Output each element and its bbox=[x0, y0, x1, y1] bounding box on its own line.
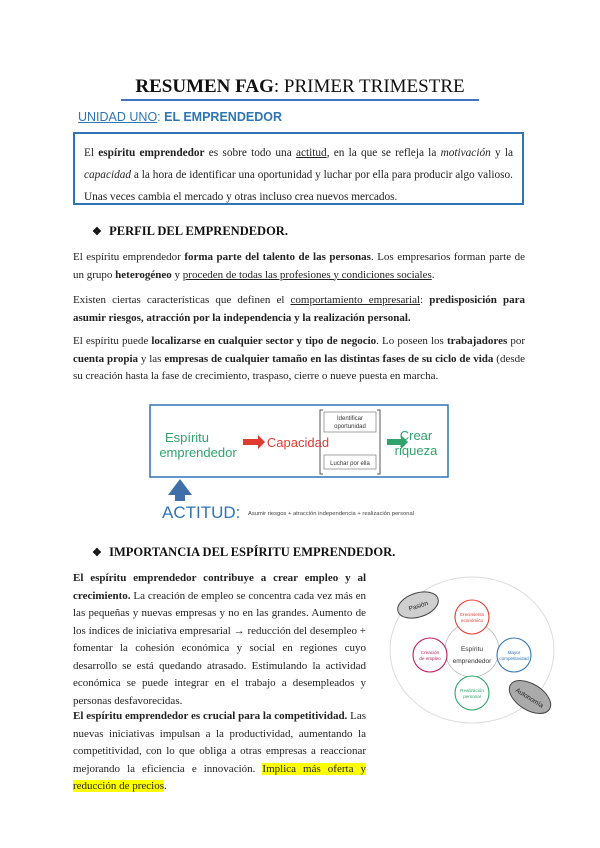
realizacion-node bbox=[455, 676, 489, 710]
crecimiento-node bbox=[455, 600, 489, 634]
text: . Lo poseen los bbox=[376, 335, 447, 347]
autonomia-label: Autonomía bbox=[514, 686, 545, 710]
crecimiento-label: Crecimiento bbox=[459, 612, 485, 617]
section1-heading-text: PERFIL DEL EMPRENDEDOR. bbox=[109, 224, 288, 238]
def-underline: actitud bbox=[295, 147, 327, 159]
economico-label: económico bbox=[460, 618, 484, 623]
pasion-label: Pasión bbox=[407, 600, 429, 613]
section2-paragraph-2 bbox=[73, 708, 366, 796]
definition-box bbox=[73, 132, 524, 205]
def-text: , en la que se refleja la bbox=[326, 147, 441, 159]
espiritu-label: Espíritu bbox=[164, 430, 210, 445]
mayor-label: Mayor bbox=[507, 650, 521, 655]
section1-paragraph-1 bbox=[73, 249, 525, 284]
personal-label: personal bbox=[463, 694, 481, 699]
bold-text: trabajadores bbox=[446, 335, 508, 347]
creacion-label: Creación bbox=[420, 650, 440, 655]
center-label-2: emprendedor bbox=[452, 658, 492, 665]
unit-label: UNIDAD UNO bbox=[78, 110, 158, 124]
diamond-bullet-icon: ❖ bbox=[92, 547, 102, 559]
def-bold: espíritu emprendedor bbox=[98, 147, 205, 159]
realizacion-label: Realización bbox=[460, 688, 484, 693]
competitividad-label: competitividad bbox=[499, 656, 529, 661]
center-label-1: Espíritu bbox=[460, 646, 484, 653]
riqueza-label: riqueza bbox=[394, 443, 438, 458]
text: Existen ciertas características que definen el bbox=[73, 294, 291, 306]
text: por bbox=[507, 335, 526, 347]
section1-paragraph-3 bbox=[73, 333, 525, 386]
empleo-node bbox=[413, 638, 447, 672]
def-text: a la hora de identificar una oportunidad y luchar por ella para producir algo valioso. Unas veces cambia el mercado y otras incluso crea nuevos mercados. bbox=[84, 169, 513, 203]
actitud-description: Asumir riesgos + atracción independencia + realización personal bbox=[248, 511, 414, 517]
underlined-text: proceden de todas las profesiones y condiciones sociales bbox=[182, 268, 432, 281]
text: : bbox=[420, 294, 430, 306]
bold-text: El espíritu emprendedor es crucial para la competitividad. bbox=[73, 710, 348, 722]
unit-sep: : bbox=[157, 110, 165, 124]
title-rest: : PRIMER TRIMESTRE bbox=[273, 76, 465, 97]
bold-text: forma parte del talento de las personas bbox=[184, 251, 371, 263]
unit-name: EL EMPRENDEDOR bbox=[164, 110, 282, 124]
page-title bbox=[0, 76, 600, 98]
diamond-bullet-icon: ❖ bbox=[92, 226, 102, 238]
title-underline bbox=[121, 99, 479, 101]
text: . bbox=[431, 268, 435, 281]
def-text: es sobre todo una bbox=[204, 147, 296, 159]
text: La creación de empleo se concentra cada vez más en las pequeñas y nuevas empresas y no en las grandes. Aumento de los índices de iniciativa empresarial → reducción del desempleo + fomentar la cohesión económica y social en regiones cuyo desarrollo se está quedando atrasado. Estimulando la actividad económica se puede integrar en el trabajo a desempleados y personas desfavorecidas. bbox=[73, 589, 366, 707]
text: y las bbox=[138, 352, 165, 365]
text: . bbox=[164, 780, 167, 792]
de-empleo-label: de empleo bbox=[419, 656, 441, 661]
text: (desde su creación hasta la fase de crecimiento, traspaso, cierre o nueve puesta en marcha. bbox=[73, 352, 525, 382]
emprendedor-diagram bbox=[140, 402, 450, 522]
section1-heading bbox=[92, 224, 288, 239]
identificar-label: Identificar bbox=[336, 416, 364, 422]
text: . Los empresarios forman parte de un grupo bbox=[73, 251, 526, 281]
actitud-label: ACTITUD: bbox=[162, 503, 241, 522]
section2-heading bbox=[92, 545, 395, 560]
def-italic: motivación bbox=[440, 147, 491, 159]
def-text: El bbox=[84, 147, 99, 159]
crear-label: Crear bbox=[399, 428, 433, 443]
bold-text: empresas de cualquier tamaño en las distintas fases de su ciclo de vida bbox=[164, 352, 494, 365]
text: El espíritu puede bbox=[73, 335, 152, 347]
unit-heading bbox=[78, 110, 282, 124]
bold-text: El espíritu emprendedor contribuye a crear empleo y al crecimiento. bbox=[73, 572, 366, 602]
section1-paragraph-2 bbox=[73, 292, 525, 327]
bold-text: localizarse en cualquier sector y tipo de negocio bbox=[151, 335, 377, 347]
section2-paragraph-1 bbox=[73, 570, 366, 710]
competitividad-node bbox=[497, 638, 531, 672]
highlighted-text: Implica más oferta y reducción de precios bbox=[73, 762, 366, 792]
bold-text: heterogéneo bbox=[115, 268, 172, 281]
def-text: y la bbox=[490, 147, 513, 159]
bold-text: cuenta propia bbox=[73, 352, 138, 365]
oportunidad-label: oportunidad bbox=[334, 424, 366, 430]
title-bold: RESUMEN FAG bbox=[135, 76, 274, 97]
text: El espíritu emprendedor bbox=[73, 251, 185, 263]
arrow-up-icon bbox=[168, 479, 192, 501]
emprendedor-label: emprendedor bbox=[159, 445, 237, 460]
bold-text: predisposición para asumir riesgos, atracción por la independencia y la realización personal. bbox=[73, 294, 525, 324]
text: y bbox=[171, 268, 183, 281]
def-italic: capacidad bbox=[84, 169, 132, 181]
luchar-label: Luchar por ella bbox=[330, 461, 370, 467]
importancia-diagram bbox=[388, 575, 556, 725]
underlined-text: comportamiento empresarial bbox=[290, 294, 421, 306]
capacidad-label: Capacidad bbox=[266, 435, 330, 450]
section2-heading-text: IMPORTANCIA DEL ESPÍRITU EMPRENDEDOR. bbox=[109, 545, 396, 559]
text: Las nuevas iniciativas impulsan a la productividad, aumentando la competitividad, con lo que obliga a otras empresas a reaccionar mejorando la eficiencia e innovación. bbox=[73, 710, 366, 775]
